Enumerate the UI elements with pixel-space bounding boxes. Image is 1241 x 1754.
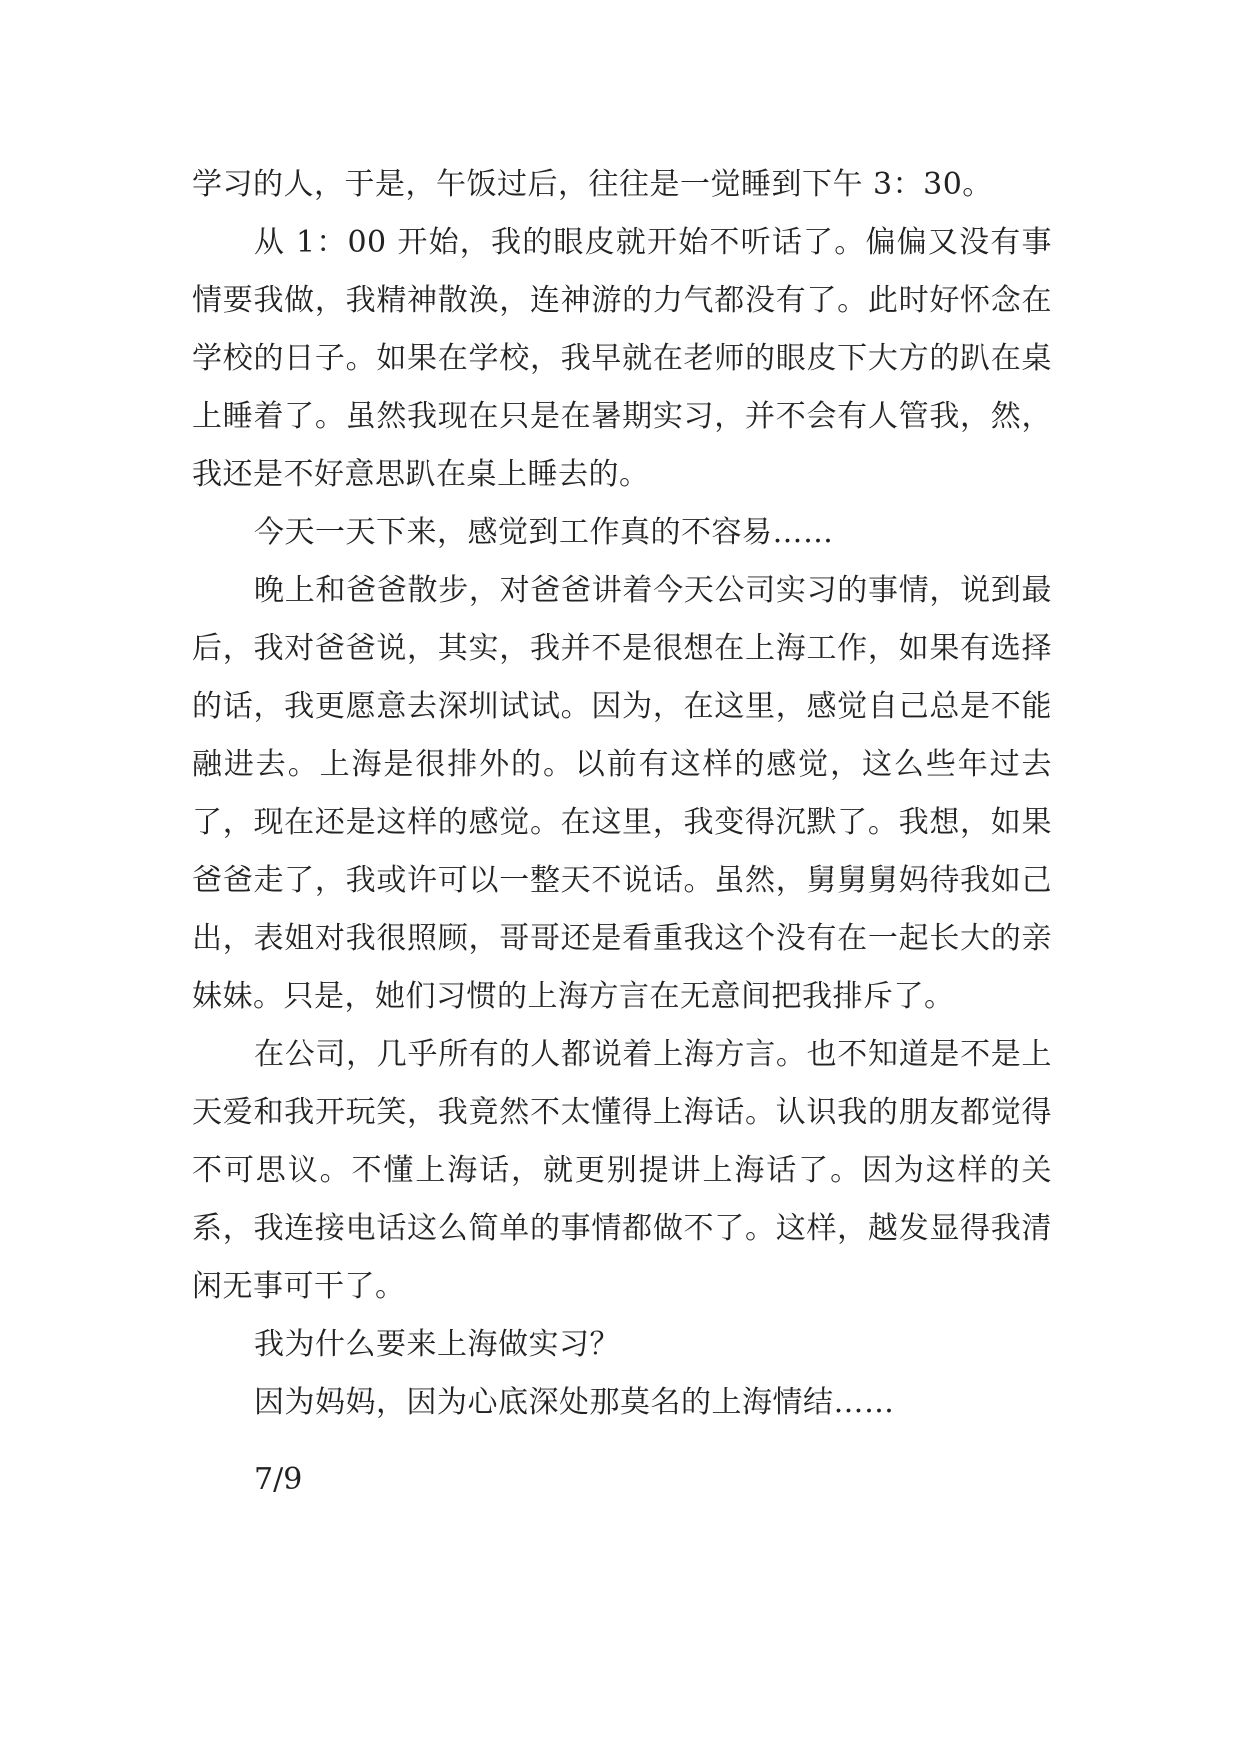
paragraph-work-not-easy: 今天一天下来，感觉到工作真的不容易……	[254, 515, 834, 550]
body-text	[192, 156, 1052, 1432]
paragraph-answer: 因为妈妈，因为心底深处那莫名的上海情结……	[254, 1385, 895, 1420]
paragraph-shanghai-dialect: 在公司，几乎所有的人都说着上海方言。也不知道是不是上天爱和我开玩笑，我竟然不太懂得上海话。认识我的朋友都觉得不可思议。不懂上海话，就更别提讲上海话了。因为这样的关系，我连接电话这么简单的事情都做不了。这样，越发显得我清闲无事可干了。	[192, 1037, 1052, 1304]
paragraph-question: 我为什么要来上海做实习？	[254, 1327, 620, 1362]
paragraph-sleepy-afternoon: 从 1：00 开始，我的眼皮就开始不听话了。偏偏又没有事情要我做，我精神散涣，连神游的力气都没有了。此时好怀念在学校的日子。如果在学校，我早就在老师的眼皮下大方的趴在桌上睡着了。虽然我现在只是在暑期实习，并不会有人管我，然，我还是不好意思趴在桌上睡去的。	[192, 225, 1052, 492]
paragraph-continued: 学习的人，于是，午饭过后，往往是一觉睡到下午 3：30。	[192, 167, 993, 202]
page-number: 7/9	[254, 1462, 303, 1497]
paragraph-evening-walk: 晚上和爸爸散步，对爸爸讲着今天公司实习的事情，说到最后，我对爸爸说，其实，我并不是很想在上海工作，如果有选择的话，我更愿意去深圳试试。因为，在这里，感觉自己总是不能融进去。上海是很排外的。以前有这样的感觉，这么些年过去了，现在还是这样的感觉。在这里，我变得沉默了。我想，如果爸爸走了，我或许可以一整天不说话。虽然，舅舅舅妈待我如己出，表姐对我很照顾，哥哥还是看重我这个没有在一起长大的亲妹妹。只是，她们习惯的上海方言在无意间把我排斥了。	[192, 573, 1052, 1014]
